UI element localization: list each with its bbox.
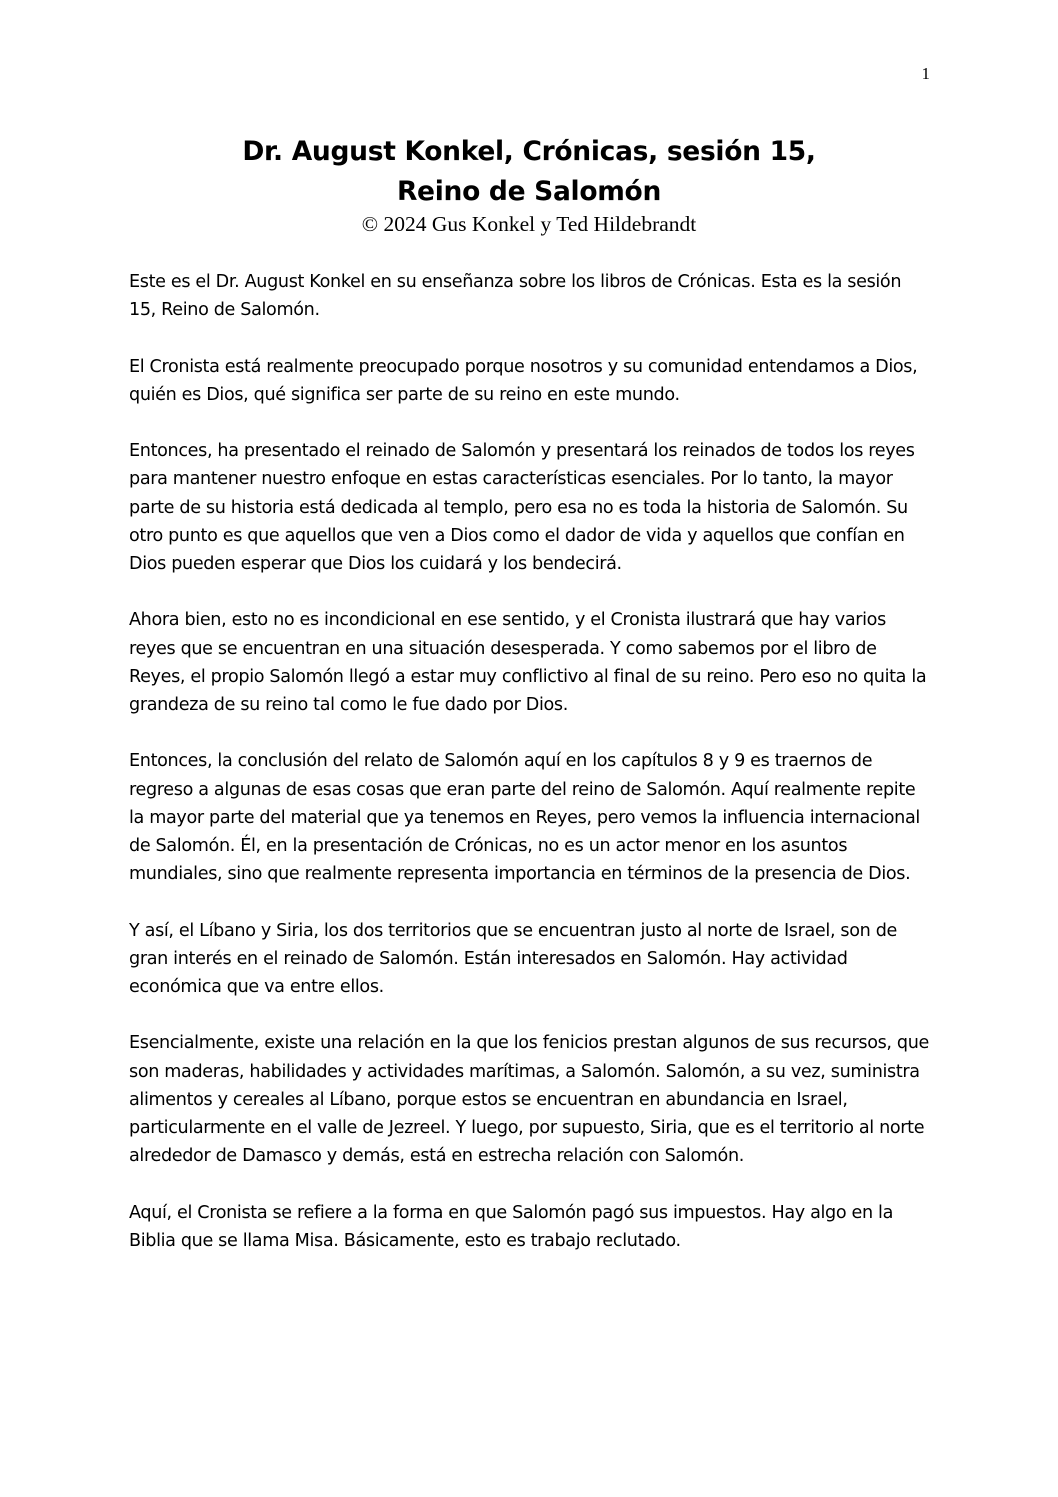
paragraph-1: Este es el Dr. August Konkel en su enseñanza sobre los libros de Crónicas. Esta es la sesión 15, Reino de Salomón. [129,272,902,321]
paragraph-8: Aquí, el Cronista se refiere a la forma en que Salomón pagó sus impuestos. Hay algo en la Biblia que se llama Misa. Básicamente, esto es trabajo reclutado. [129,1202,893,1251]
copyright-notice: © 2024 Gus Konkel y Ted Hildebrandt [361,212,697,236]
paragraph-6: Y así, el Líbano y Siria, los dos territorios que se encuentran justo al norte de Israel, son de gran interés en el reinado de Salomón. Están interesados en Salomón. Hay actividad económica que va entre ellos. [129,920,897,997]
paragraph-2: El Cronista está realmente preocupado porque nosotros y su comunidad entendamos a Dios, quién es Dios, qué significa ser parte de su reino en este mundo. [129,356,918,405]
document-title-line-1: Dr. August Konkel, Crónicas, sesión 15, [242,136,816,167]
document-body [129,268,929,1283]
paragraph-7: Esencialmente, existe una relación en la que los fenicios prestan algunos de sus recursos, que son maderas, habilidades y actividades marítimas, a Salomón. Salomón, a su vez, suministra alimentos y cereales al Líbano, porque estos se encuentran en abundancia en Israel, particularmente en el valle de Jezreel. Y luego, por supuesto, Siria, que es el territorio al norte alrededor de Damasco y demás, está en estrecha relación con Salomón. [129,1033,930,1167]
paragraph-3: Entonces, ha presentado el reinado de Salomón y presentará los reinados de todos los reyes para mantener nuestro enfoque en estas características esenciales. Por lo tanto, la mayor parte de su historia está dedicada al templo, pero esa no es toda la historia de Salomón. Su otro punto es que aquellos que ven a Dios como el dador de vida y aquellos que confían en Dios pueden esperar que Dios los cuidará y los bendecirá. [129,441,915,574]
page-number: 1 [921,64,930,83]
paragraph-4: Ahora bien, esto no es incondicional en ese sentido, y el Cronista ilustrará que hay varios reyes que se encuentran en una situación desesperada. Y como sabemos por el libro de Reyes, el propio Salomón llegó a estar muy conflictivo al final de su reino. Pero eso no quita la grandeza de su reino tal como le fue dado por Dios. [129,610,927,715]
document-header [0,132,1058,236]
paragraph-5: Entonces, la conclusión del relato de Salomón aquí en los capítulos 8 y 9 es traernos de regreso a algunas de esas cosas que eran parte del reino de Salomón. Aquí realmente repite la mayor parte del material que ya tenemos en Reyes, pero vemos la influencia internacional de Salomón. Él, en la presentación de Crónicas, no es un actor menor en los asuntos mundiales, sino que realmente representa importancia en términos de la presencia de Dios. [129,751,920,885]
document-title-line-2: Reino de Salomón [396,176,662,207]
